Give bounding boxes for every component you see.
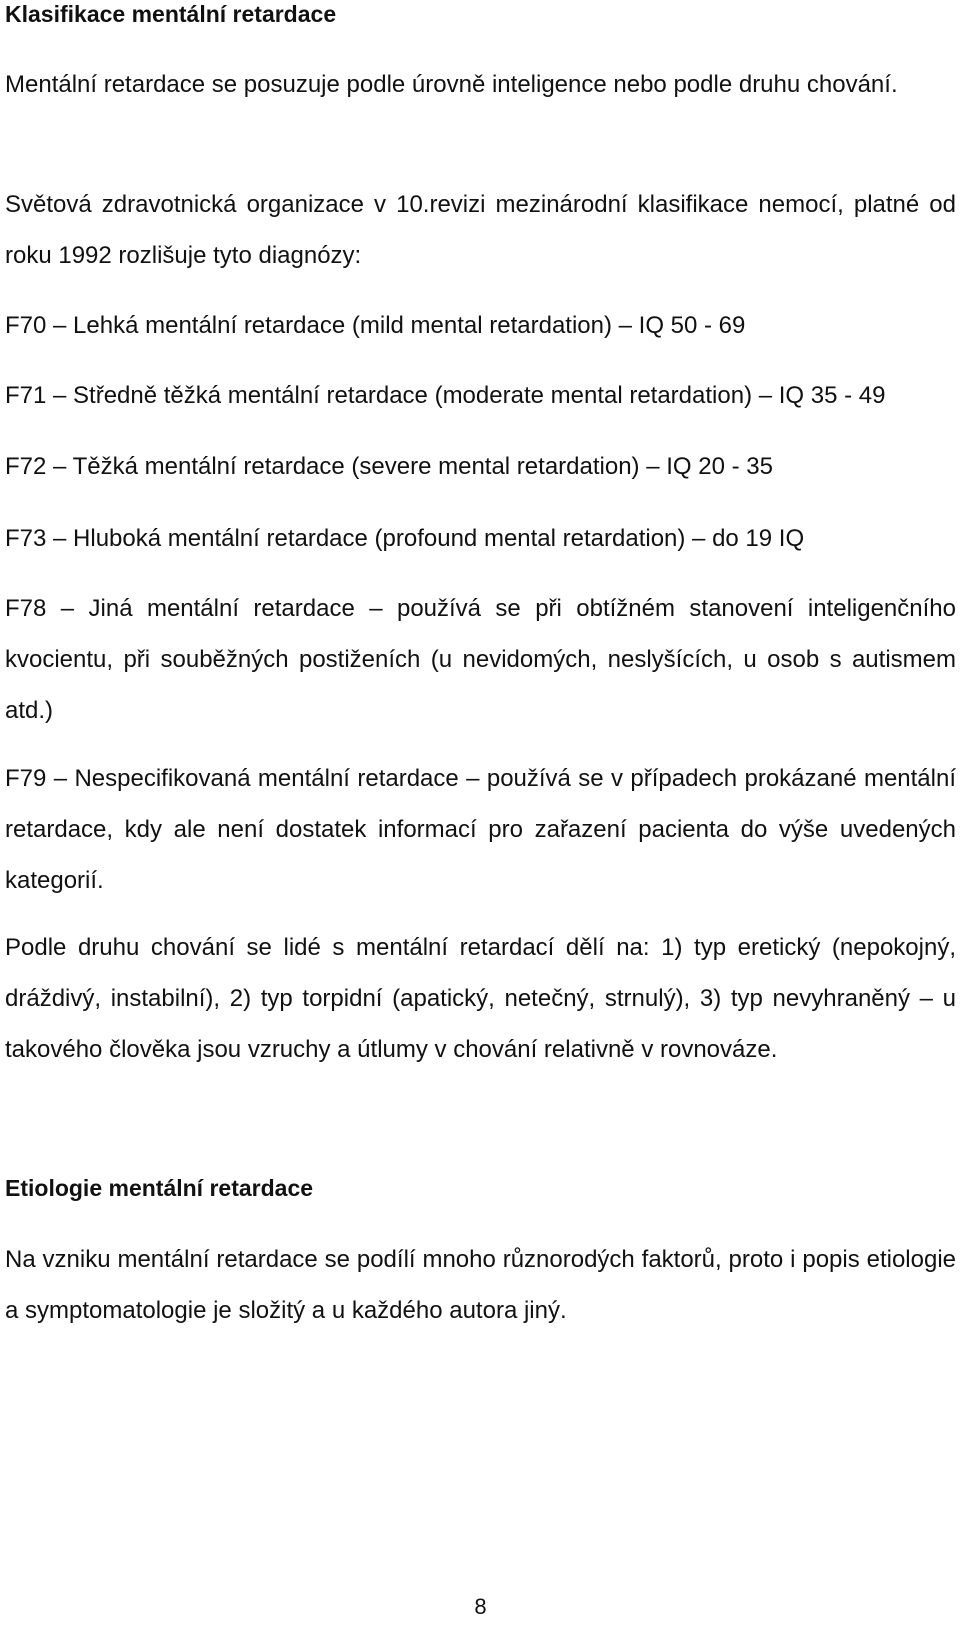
paragraph-etiology: Na vzniku mentální retardace se podílí mnoho různorodých faktorů, proto i popis etiologie a symptomatologie je složitý a u každého autora jiný. bbox=[5, 1246, 956, 1324]
paragraph-behavior-types: Podle druhu chování se lidé s mentální retardací dělí na: 1) typ eretický (nepokojný, dráždivý, instabilní), 2) typ torpidní (apatický, netečný, strnulý), 3) typ nevyhraněný – u takového člověka jsou vzruchy a útlumy v chování relativně v rovnováze. bbox=[5, 934, 956, 1063]
section-heading-etiology: Etiologie mentální retardace bbox=[5, 1175, 314, 1201]
section-heading-classification: Klasifikace mentální retardace bbox=[5, 1, 337, 27]
diagnosis-f79: F79 – Nespecifikovaná mentální retardace – používá se v případech prokázané mentální retardace, kdy ale není dostatek informací pro zařazení pacienta do výše uvedených kategorií. bbox=[5, 765, 956, 894]
page-number: 8 bbox=[474, 1594, 487, 1619]
diagnosis-f73: F73 – Hluboká mentální retardace (profound mental retardation) – do 19 IQ bbox=[5, 525, 805, 552]
paragraph-who-classification: Světová zdravotnická organizace v 10.revizi mezinárodní klasifikace nemocí, platné od roku 1992 rozlišuje tyto diagnózy: bbox=[5, 191, 956, 269]
diagnosis-f72: F72 – Těžká mentální retardace (severe mental retardation) – IQ 20 - 35 bbox=[5, 453, 773, 480]
diagnosis-f78: F78 – Jiná mentální retardace – používá se při obtížném stanovení inteligenčního kvocientu, při souběžných postiženích (u nevidomých, neslyšících, u osob s autismem atd.) bbox=[5, 595, 956, 724]
diagnosis-f71: F71 – Středně těžká mentální retardace (moderate mental retardation) – IQ 35 - 49 bbox=[5, 382, 886, 409]
diagnosis-f70: F70 – Lehká mentální retardace (mild mental retardation) – IQ 50 - 69 bbox=[5, 312, 746, 339]
paragraph-intro: Mentální retardace se posuzuje podle úrovně inteligence nebo podle druhu chování. bbox=[5, 71, 898, 98]
document-page bbox=[5, 0, 956, 1639]
